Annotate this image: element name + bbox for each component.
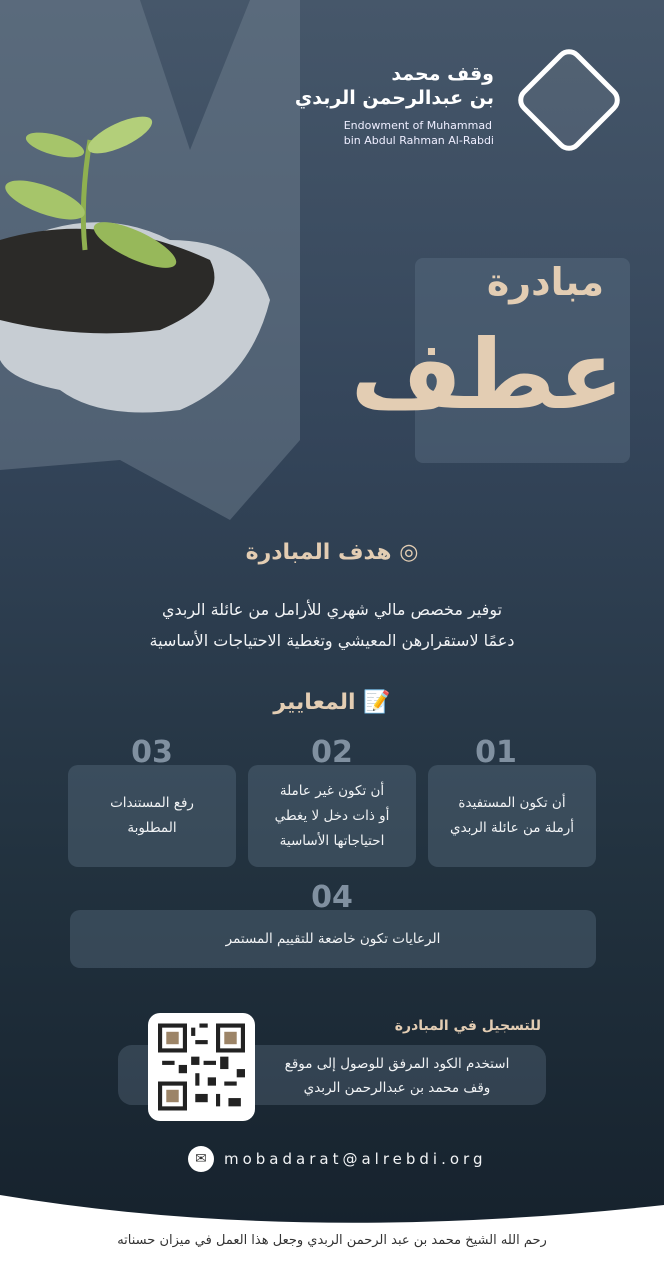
logo-arabic [295,62,494,110]
criterion-card-03 [68,765,236,867]
register-line1: استخدم الكود المرفق للوصول إلى موقع [284,1056,510,1072]
logo-ar-line1: وقف محمد [391,63,494,85]
goal-line2: دعمًا لاستقرارهن المعيشي وتغطية الاحتياجات الأساسية [149,631,515,650]
criterion-number: 04 [311,880,353,915]
goal-text [0,594,664,656]
footer-dedication: رحم الله الشيخ محمد بن عبد الرحمن الربدي وجعل هذا العمل في ميزان حسناته [117,1233,547,1248]
email-row[interactable] [188,1146,486,1172]
logo-en-line2: bin Abdul Rahman Al-Rabdi [343,134,494,147]
criteria-heading-row [0,690,664,715]
criterion-text: احتياجاتها الأساسية [279,832,385,849]
criterion-text: أو ذات دخل لا يغطي [274,807,390,824]
criterion-text: أن تكون المستفيدة [458,795,566,811]
register-line2: وقف محمد بن عبدالرحمن الربدي [303,1080,491,1096]
title-prefix: مبادرة [486,260,604,304]
criterion-number: 02 [311,735,353,770]
hands-plant-image [0,0,300,520]
goal-heading: هدف المبادرة [245,540,392,565]
register-text [252,1052,542,1100]
criterion-text: أرملة من عائلة الربدي [450,820,574,836]
criterion-text: المطلوبة [127,820,177,836]
criteria-heading: المعايير [273,690,356,715]
target-icon: ◎ [399,540,419,565]
criterion-text: أن تكون غير عاملة [279,782,385,799]
criterion-card-02 [248,765,416,867]
initiative-name: عطف [350,319,624,431]
criterion-text: الرعايات تكون خاضعة للتقييم المستمر [225,930,441,947]
checklist-icon: 📝 [363,690,391,715]
criterion-card-04 [70,910,596,968]
logo-en-line1: Endowment of Muhammad [343,119,493,132]
logo-english [344,118,494,148]
goal-heading-row [0,540,664,565]
email-address[interactable]: mobadarat@alrebdi.org [224,1150,487,1168]
register-heading: للتسجيل في المبادرة [394,1018,541,1034]
criterion-text: رفع المستندات [110,795,194,811]
qr-code-pattern [158,1023,245,1111]
criterion-number: 01 [475,735,517,770]
criterion-card-01 [428,765,596,867]
goal-line1: توفير مخصص مالي شهري للأرامل من عائلة الربدي [161,600,503,619]
criterion-number: 03 [131,735,173,770]
envelope-icon: ✉ [188,1146,214,1172]
qr-code[interactable] [148,1013,255,1121]
footer-curve [0,1175,664,1280]
logo-ar-line2: بن عبدالرحمن الربدي [294,87,494,109]
